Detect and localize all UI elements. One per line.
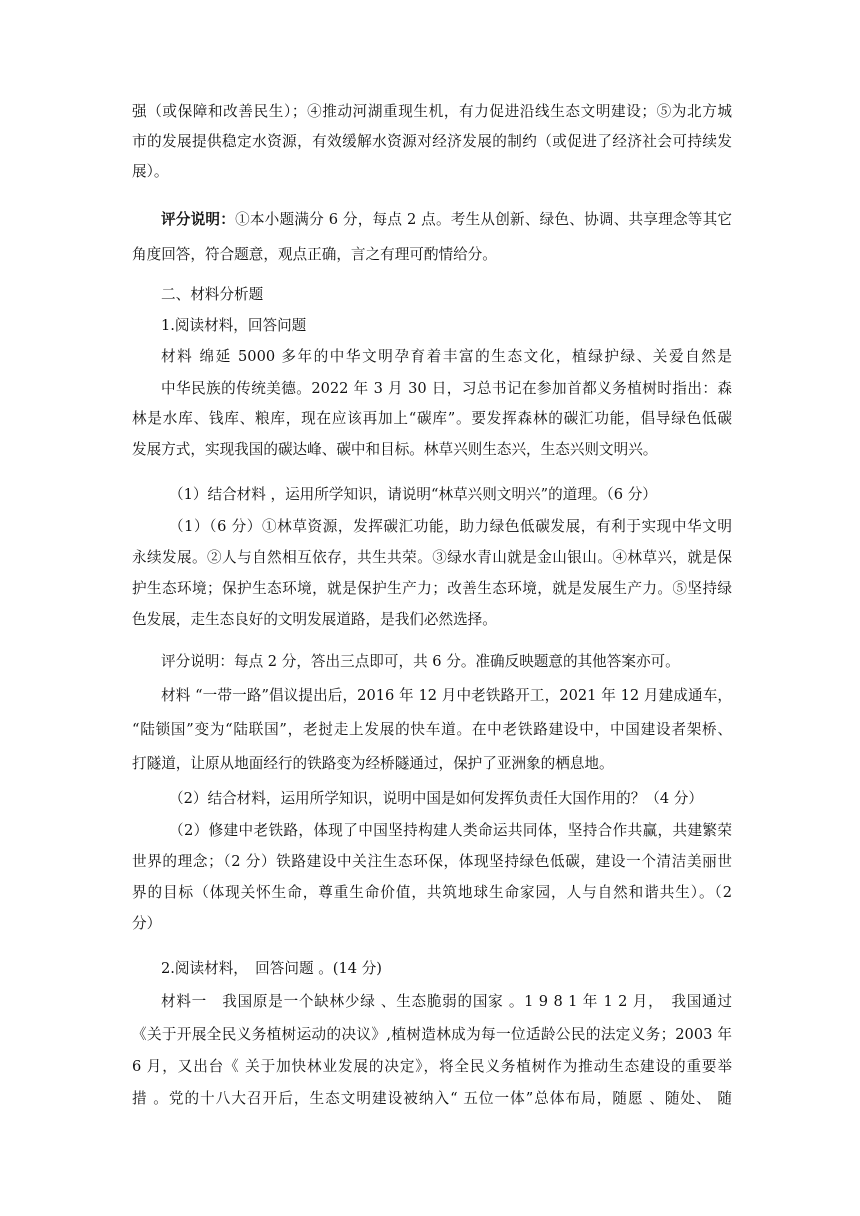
text-line: 1.阅读材料，回答问题 [161,317,307,334]
text-line: 二、材料分析题 [161,286,264,303]
text-line: 界的目标（体现关怀生命，尊重生命价值，共筑地球生命家园，人与自然和谐共生）。（2 [132,884,732,901]
text-line: 色发展，走生态良好的文明发展道路，是我们必然选择。 [132,611,497,628]
text-line: 护生态环境；保护生态环境，就是保护生产力；改善生态环境，就是发展生产力。⑤坚持绿 [132,580,732,597]
text-line: 6 月，又出台《 关于加快林业发展的决定》，将全民义务植树作为推动生态建设的重要举 [132,1058,732,1075]
text-line: 强（或保障和改善民生）；④推动河湖重现生机，有力促进沿线生态文明建设；⑤为北方城 [132,103,732,120]
text-line: 材料一 我国原是一个缺林少绿 、生态脆弱的国家 。1 9 8 1 年 1 2 月， 我国通过 [161,993,732,1010]
text-line: 材料 “一带一路”倡议提出后，2016 年 12 月中老铁路开工，2021 年 12 月建成通车， [161,687,732,704]
text-line: 世界的理念；（2 分）铁路建设中关注生态环保，体现坚持绿色低碳，建设一个清洁美丽世 [132,853,732,870]
text-line: 材料 绵延 5000 多年的中华文明孕育着丰富的生态文化，植绿护绿、关爱自然是 [161,348,732,365]
text-line: 展）。 [132,163,169,180]
text-line: 《关于开展全民义务植树运动的决议》,植树造林成为每一位适龄公民的法定义务；2003 年 [132,1026,732,1043]
text-line: 2.阅读材料， 回答问题 。(14 分) [161,960,382,977]
scoring-text: ①本小题满分 6 分，每点 2 点。考生从创新、绿色、协调、共享理念等其它 [235,211,732,228]
text-line: （2）修建中老铁路，体现了中国坚持构建人类命运共同体，坚持合作共赢，共建繁荣 [169,822,732,839]
text-line: 永续发展。②人与自然相互依存，共生共荣。③绿水青山就是金山银山。④林草兴，就是保 [132,549,732,566]
text-line: 市的发展提供稳定水资源，有效缓解水资源对经济发展的制约（或促进了经济社会可持续发 [132,133,732,150]
scoring-label: 评分说明： [161,211,236,228]
text-line [161,208,732,232]
text-line: “陆锁国”变为“陆联国”，老挝走上发展的快车道。在中老铁路建设中，中国建设者架桥、 [132,721,732,738]
text-line: 打隧道，让原从地面经行的铁路变为经桥隧通过，保护了亚洲象的栖息地。 [132,755,614,772]
text-line: （1）（6 分）①林草资源，发挥碳汇功能，助力绿色低碳发展，有利于实现中华文明 [169,518,732,535]
text-line: 中华民族的传统美德。2022 年 3 月 30 日，习总书记在参加首都义务植树时指出：森 [161,380,732,397]
text-line: （1）结合材料 ，运用所学知识，请说明“林草兴则文明兴”的道理。（6 分） [169,486,657,503]
text-line: 发展方式，实现我国的碳达峰、碳中和目标。林草兴则生态兴，生态兴则文明兴。 [132,441,658,458]
text-line: 评分说明：每点 2 分，答出三点即可，共 6 分。准确反映题意的其他答案亦可。 [161,653,680,670]
text-line: 角度回答，符合题意，观点正确，言之有理可酌情给分。 [132,246,497,263]
text-line: 分） [132,915,162,932]
text-line: 林是水库、钱库、粮库，现在应该再加上“碳库”。要发挥森林的碳汇功能，倡导绿色低碳 [132,410,732,427]
text-line: 措 。党的十八大召开后，生态文明建设被纳入“ 五位一体”总体布局，随愿 、随处、 随 [132,1090,732,1107]
text-line: （2）结合材料，运用所学知识，说明中国是如何发挥负责任大国作用的？（4 分） [169,790,703,807]
